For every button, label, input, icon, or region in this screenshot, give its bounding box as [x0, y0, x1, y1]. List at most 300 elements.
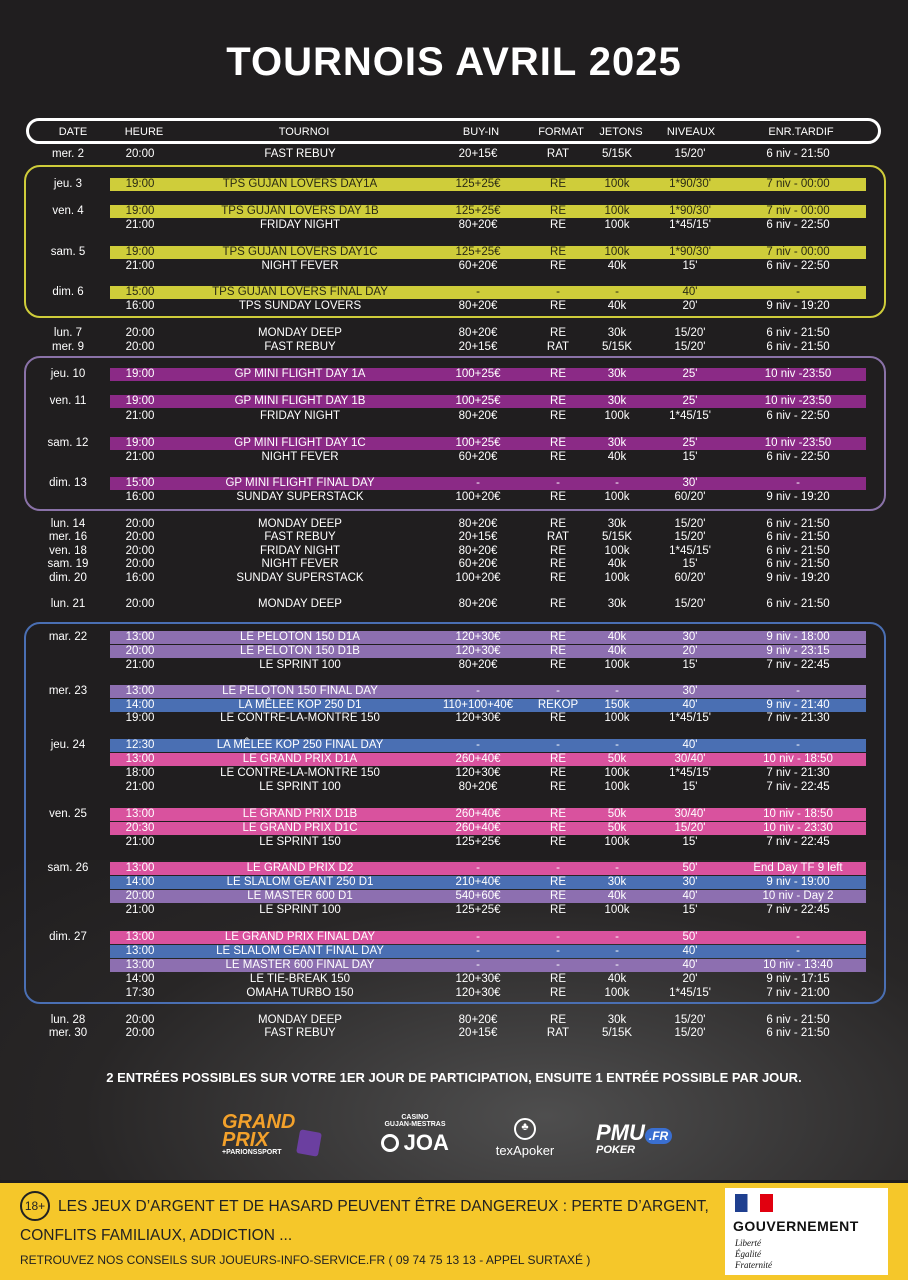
cell-heure: 21:00: [125, 451, 155, 463]
cell-tournoi: LE PELOTON 150 D1B: [240, 645, 360, 657]
cell-niveaux: 30': [682, 477, 698, 489]
cell-jetons: 5/15K: [601, 341, 633, 353]
header-tournoi: TOURNOI: [278, 126, 330, 138]
cell-buy-in: 80+20€: [458, 518, 498, 530]
cell-jetons: 100k: [604, 659, 630, 671]
cell-heure: 21:00: [125, 781, 155, 793]
cell-buy-in: -: [476, 862, 480, 874]
cell-jetons: -: [615, 685, 619, 697]
cell-date: jeu. 3: [53, 178, 83, 190]
cell-heure: 21:00: [125, 219, 155, 231]
cell-enr-tardif: 6 niv - 22:50: [766, 410, 830, 422]
cell-format: RE: [550, 260, 566, 272]
cell-enr-tardif: 10 niv - 23:30: [763, 822, 833, 834]
table-row: [0, 300, 908, 313]
cell-buy-in: 80+20€: [458, 1014, 498, 1026]
cell-format: RE: [550, 246, 566, 258]
cell-jetons: 100k: [604, 246, 630, 258]
cell-heure: 17:30: [125, 987, 155, 999]
table-row: [0, 645, 908, 658]
cell-enr-tardif: -: [796, 931, 800, 943]
cell-format: RE: [550, 178, 566, 190]
table-row: [0, 368, 908, 381]
cell-heure: 13:00: [125, 862, 155, 874]
cell-buy-in: 100+20€: [455, 572, 501, 584]
cell-niveaux: 15/20': [674, 598, 706, 610]
cell-jetons: 5/15K: [601, 531, 633, 543]
cell-date: ven. 11: [49, 395, 87, 407]
cell-niveaux: 25': [682, 368, 698, 380]
cell-format: RE: [550, 368, 566, 380]
cell-heure: 12:30: [125, 739, 155, 751]
cell-niveaux: 50': [682, 931, 698, 943]
chip-icon: [381, 1134, 399, 1152]
cell-jetons: 40k: [607, 558, 627, 570]
cell-niveaux: 1*45/15': [669, 410, 711, 422]
cell-niveaux: 15/20': [674, 327, 706, 339]
header-jetons: JETONS: [599, 126, 643, 138]
cell-niveaux: 20': [682, 645, 698, 657]
grand-prix-logo: GRAND PRIX +PARIONSSPORT: [222, 1113, 332, 1165]
cell-date: sam. 19: [47, 558, 89, 570]
marianne-flag-icon: [735, 1194, 773, 1212]
cell-tournoi: LE GRAND PRIX D1A: [242, 753, 358, 765]
table-row: [0, 659, 908, 672]
cell-date: sam. 5: [50, 246, 86, 258]
cell-jetons: 40k: [607, 890, 627, 902]
cell-jetons: 40k: [607, 631, 627, 643]
cell-niveaux: 20': [682, 973, 698, 985]
cell-niveaux: 1*45/15': [669, 712, 711, 724]
cell-enr-tardif: 9 niv - 19:20: [766, 491, 830, 503]
cell-enr-tardif: -: [796, 477, 800, 489]
cell-jetons: 100k: [604, 904, 630, 916]
cell-heure: 19:00: [125, 437, 155, 449]
cell-enr-tardif: 6 niv - 22:50: [766, 219, 830, 231]
cell-format: -: [556, 862, 560, 874]
cell-tournoi: LA MÊLEE KOP 250 D1: [238, 699, 362, 711]
cell-niveaux: 30': [682, 876, 698, 888]
cell-enr-tardif: 9 niv - 18:00: [766, 631, 830, 643]
cell-buy-in: 100+25€: [455, 368, 501, 380]
cell-buy-in: 80+20€: [458, 545, 498, 557]
cell-buy-in: -: [476, 931, 480, 943]
cell-niveaux: 1*45/15': [669, 987, 711, 999]
cell-jetons: 30k: [607, 437, 627, 449]
cell-jetons: -: [615, 862, 619, 874]
cell-niveaux: 60/20': [674, 491, 706, 503]
cell-format: RE: [550, 598, 566, 610]
cell-enr-tardif: 6 niv - 21:50: [766, 518, 830, 530]
cell-heure: 20:00: [125, 1027, 155, 1039]
cell-heure: 19:00: [125, 368, 155, 380]
cell-buy-in: 80+20€: [458, 659, 498, 671]
cell-niveaux: 15/20': [674, 518, 706, 530]
cell-enr-tardif: 7 niv - 00:00: [766, 246, 830, 258]
cell-format: RE: [550, 808, 566, 820]
cell-format: RAT: [546, 148, 570, 160]
cell-buy-in: 210+40€: [455, 876, 501, 888]
cell-buy-in: 260+40€: [455, 822, 501, 834]
cell-format: RE: [550, 219, 566, 231]
cell-format: RE: [550, 491, 566, 503]
cell-enr-tardif: 7 niv - 21:30: [766, 767, 830, 779]
cell-niveaux: 40': [682, 945, 698, 957]
cell-buy-in: 120+30€: [455, 712, 501, 724]
table-row: [0, 598, 908, 611]
cell-enr-tardif: 10 niv -23:50: [764, 395, 832, 407]
table-row: [0, 959, 908, 972]
cell-tournoi: TPS GUJAN LOVERS DAY1A: [222, 178, 378, 190]
table-row: [0, 712, 908, 725]
cell-enr-tardif: 9 niv - 21:40: [766, 699, 830, 711]
table-row: [0, 973, 908, 986]
cell-heure: 20:30: [125, 822, 155, 834]
cell-tournoi: NIGHT FEVER: [261, 260, 339, 272]
cell-niveaux: 15/20': [674, 1027, 706, 1039]
cell-heure: 14:00: [125, 699, 155, 711]
cell-format: -: [556, 931, 560, 943]
cell-heure: 19:00: [125, 712, 155, 724]
cell-heure: 16:00: [125, 491, 155, 503]
cell-enr-tardif: -: [796, 685, 800, 697]
cell-tournoi: LE MASTER 600 D1: [247, 890, 353, 902]
cell-buy-in: -: [476, 739, 480, 751]
cell-tournoi: LE GRAND PRIX D1C: [242, 822, 358, 834]
cell-niveaux: 15/20': [674, 822, 706, 834]
cell-date: mer. 23: [48, 685, 88, 697]
cell-jetons: 100k: [604, 836, 630, 848]
cell-buy-in: 60+20€: [458, 451, 498, 463]
cell-heure: 20:00: [125, 890, 155, 902]
table-row: [0, 685, 908, 698]
cell-enr-tardif: 9 niv - 17:15: [766, 973, 830, 985]
table-row: [0, 767, 908, 780]
cell-jetons: -: [615, 959, 619, 971]
cell-date: mer. 30: [48, 1027, 88, 1039]
cell-tournoi: NIGHT FEVER: [261, 451, 339, 463]
cell-heure: 14:00: [125, 876, 155, 888]
cell-buy-in: 260+40€: [455, 753, 501, 765]
gouvernement-logo: GOUVERNEMENT Liberté Égalité Fraternité: [725, 1188, 888, 1275]
cell-enr-tardif: End Day TF 9 left: [753, 862, 843, 874]
cell-niveaux: 1*45/15': [669, 219, 711, 231]
cell-niveaux: 25': [682, 437, 698, 449]
cell-jetons: 30k: [607, 518, 627, 530]
cell-buy-in: 260+40€: [455, 808, 501, 820]
cell-jetons: -: [615, 739, 619, 751]
header-buyin: BUY-IN: [462, 126, 500, 138]
cell-buy-in: 20+15€: [458, 148, 498, 160]
cell-heure: 19:00: [125, 246, 155, 258]
cell-tournoi: LE SPRINT 100: [259, 781, 341, 793]
cell-heure: 20:00: [125, 531, 155, 543]
cell-enr-tardif: 7 niv - 22:45: [766, 659, 830, 671]
cell-enr-tardif: 7 niv - 22:45: [766, 836, 830, 848]
row-highlight-bar: [110, 931, 866, 944]
cell-format: RE: [550, 437, 566, 449]
cell-heure: 13:00: [125, 931, 155, 943]
header-date: DATE: [58, 126, 88, 138]
cell-jetons: -: [615, 477, 619, 489]
cell-tournoi: TPS GUJAN LOVERS FINAL DAY: [212, 286, 388, 298]
cell-tournoi: LE PELOTON 150 FINAL DAY: [222, 685, 378, 697]
table-row: [0, 178, 908, 191]
table-row: [0, 410, 908, 423]
cell-buy-in: 20+15€: [458, 531, 498, 543]
cell-buy-in: 80+20€: [458, 781, 498, 793]
cell-buy-in: 60+20€: [458, 558, 498, 570]
cell-buy-in: -: [476, 477, 480, 489]
cell-buy-in: -: [476, 959, 480, 971]
cell-enr-tardif: 7 niv - 00:00: [766, 205, 830, 217]
cell-jetons: 100k: [604, 572, 630, 584]
cell-heure: 19:00: [125, 178, 155, 190]
cell-buy-in: 120+30€: [455, 645, 501, 657]
cell-enr-tardif: 10 niv - 18:50: [763, 753, 833, 765]
cell-buy-in: 60+20€: [458, 260, 498, 272]
cell-enr-tardif: 6 niv - 21:50: [766, 341, 830, 353]
cell-enr-tardif: 6 niv - 21:50: [766, 148, 830, 160]
cell-jetons: 30k: [607, 598, 627, 610]
cell-format: RE: [550, 781, 566, 793]
cell-heure: 13:00: [125, 945, 155, 957]
cell-date: lun. 14: [50, 518, 86, 530]
cell-tournoi: GP MINI FLIGHT FINAL DAY: [225, 477, 375, 489]
cell-jetons: 100k: [604, 545, 630, 557]
cell-heure: 21:00: [125, 836, 155, 848]
cell-tournoi: MONDAY DEEP: [258, 518, 342, 530]
cell-niveaux: 15/20': [674, 341, 706, 353]
cell-jetons: 5/15K: [601, 1027, 633, 1039]
texapoker-logo: ♣ texApoker: [485, 1118, 565, 1168]
cell-tournoi: LE GRAND PRIX FINAL DAY: [224, 931, 376, 943]
table-row: [0, 631, 908, 644]
cell-heure: 20:00: [125, 148, 155, 160]
cell-heure: 13:00: [125, 685, 155, 697]
cell-buy-in: 100+20€: [455, 491, 501, 503]
age-badge: 18+: [20, 1191, 50, 1221]
cell-niveaux: 1*90/30': [669, 205, 711, 217]
cell-format: RAT: [546, 1027, 570, 1039]
entry-notice: 2 ENTRÉES POSSIBLES SUR VOTRE 1ER JOUR DE PARTICIPATION, ENSUITE 1 ENTRÉE POSSIBLE PAR JOUR.: [106, 1070, 802, 1085]
cell-tournoi: FRIDAY NIGHT: [259, 219, 341, 231]
cell-tournoi: OMAHA TURBO 150: [246, 987, 354, 999]
cell-jetons: -: [615, 945, 619, 957]
cell-buy-in: -: [476, 286, 480, 298]
table-row: [0, 1014, 908, 1027]
cell-jetons: 100k: [604, 712, 630, 724]
cell-buy-in: 80+20€: [458, 219, 498, 231]
cell-heure: 21:00: [125, 260, 155, 272]
cell-jetons: 30k: [607, 395, 627, 407]
cell-buy-in: 125+25€: [455, 178, 501, 190]
cell-format: RE: [550, 904, 566, 916]
cell-niveaux: 40': [682, 739, 698, 751]
cell-heure: 19:00: [125, 205, 155, 217]
cell-jetons: 30k: [607, 876, 627, 888]
cell-tournoi: MONDAY DEEP: [258, 598, 342, 610]
header-format: FORMAT: [538, 126, 584, 138]
cell-date: mer. 9: [52, 341, 84, 353]
cell-format: -: [556, 685, 560, 697]
cell-jetons: -: [615, 931, 619, 943]
cell-date: dim. 13: [49, 477, 87, 489]
cell-niveaux: 1*45/15': [669, 767, 711, 779]
cell-tournoi: GP MINI FLIGHT DAY 1C: [234, 437, 366, 449]
cell-buy-in: 110+100+40€: [442, 699, 514, 711]
cell-date: lun. 7: [53, 327, 83, 339]
cell-enr-tardif: 7 niv - 21:00: [766, 987, 830, 999]
cell-tournoi: LE SLALOM GEANT 250 D1: [226, 876, 374, 888]
table-row: [0, 341, 908, 354]
club-icon: ♣: [514, 1118, 536, 1140]
cell-niveaux: 15/20': [674, 531, 706, 543]
cell-format: -: [556, 739, 560, 751]
table-row: [0, 987, 908, 1000]
cell-format: RE: [550, 836, 566, 848]
cell-enr-tardif: 6 niv - 21:50: [766, 531, 830, 543]
cell-tournoi: LE SPRINT 100: [259, 659, 341, 671]
cell-tournoi: FAST REBUY: [264, 531, 336, 543]
cell-niveaux: 15/20': [674, 1014, 706, 1026]
cell-date: dim. 27: [49, 931, 87, 943]
cell-niveaux: 30': [682, 631, 698, 643]
cell-niveaux: 1*45/15': [669, 545, 711, 557]
table-row: [0, 148, 908, 161]
cell-enr-tardif: 6 niv - 21:50: [766, 1014, 830, 1026]
cell-enr-tardif: 7 niv - 22:45: [766, 904, 830, 916]
cell-date: mar. 22: [48, 631, 88, 643]
cell-niveaux: 30/40': [674, 753, 706, 765]
header-niveaux: NIVEAUX: [666, 126, 716, 138]
cell-heure: 20:00: [125, 598, 155, 610]
cell-enr-tardif: 10 niv -23:50: [764, 437, 832, 449]
row-highlight-bar: [110, 477, 866, 490]
cell-enr-tardif: 6 niv - 22:50: [766, 260, 830, 272]
table-row: [0, 437, 908, 450]
cell-niveaux: 15': [682, 781, 698, 793]
table-row: [0, 781, 908, 794]
cell-tournoi: GP MINI FLIGHT DAY 1B: [234, 395, 366, 407]
cell-date: dim. 6: [52, 286, 84, 298]
cell-buy-in: 125+25€: [455, 246, 501, 258]
cell-jetons: 100k: [604, 767, 630, 779]
cell-niveaux: 40': [682, 286, 698, 298]
cell-buy-in: 120+30€: [455, 767, 501, 779]
cell-format: -: [556, 477, 560, 489]
cell-jetons: 40k: [607, 451, 627, 463]
cell-enr-tardif: -: [796, 739, 800, 751]
cell-niveaux: 40': [682, 699, 698, 711]
cell-buy-in: -: [476, 945, 480, 957]
cell-tournoi: LE CONTRE-LA-MONTRE 150: [220, 767, 380, 779]
table-row: [0, 931, 908, 944]
header-heure: HEURE: [124, 126, 164, 138]
table-row: [0, 219, 908, 232]
pmu-poker-logo: PMU .FR POKER: [596, 1120, 706, 1165]
cell-tournoi: MONDAY DEEP: [258, 327, 342, 339]
table-row: [0, 753, 908, 766]
table-row: [0, 739, 908, 752]
cell-heure: 16:00: [125, 300, 155, 312]
cell-format: RE: [550, 545, 566, 557]
cell-buy-in: 80+20€: [458, 327, 498, 339]
table-row: [0, 904, 908, 917]
cell-heure: 13:00: [125, 959, 155, 971]
cell-jetons: 40k: [607, 973, 627, 985]
cell-heure: 15:00: [125, 286, 155, 298]
cell-heure: 15:00: [125, 477, 155, 489]
cell-buy-in: 80+20€: [458, 300, 498, 312]
cell-format: RE: [550, 205, 566, 217]
cell-tournoi: LE MASTER 600 FINAL DAY: [225, 959, 375, 971]
cell-heure: 13:00: [125, 631, 155, 643]
cell-jetons: 100k: [604, 205, 630, 217]
cell-format: RE: [550, 1014, 566, 1026]
cell-buy-in: 80+20€: [458, 598, 498, 610]
table-row: [0, 862, 908, 875]
table-row: [0, 531, 908, 544]
cell-niveaux: 20': [682, 300, 698, 312]
cell-jetons: -: [615, 286, 619, 298]
cell-buy-in: 20+15€: [458, 341, 498, 353]
warning-line-1: LES JEUX D’ARGENT ET DE HASARD PEUVENT ÊTRE DANGEREUX : PERTE D’ARGENT,: [58, 1198, 709, 1215]
table-row: [0, 205, 908, 218]
cell-jetons: 40k: [607, 645, 627, 657]
cell-format: -: [556, 286, 560, 298]
cell-buy-in: 20+15€: [458, 1027, 498, 1039]
table-row: [0, 491, 908, 504]
cell-enr-tardif: -: [796, 286, 800, 298]
cell-date: mer. 16: [48, 531, 88, 543]
cell-buy-in: 125+25€: [455, 904, 501, 916]
partner-logos: [0, 1110, 908, 1170]
cell-enr-tardif: 6 niv - 21:50: [766, 327, 830, 339]
cell-heure: 21:00: [125, 659, 155, 671]
cell-heure: 20:00: [125, 1014, 155, 1026]
cell-jetons: 30k: [607, 327, 627, 339]
cell-heure: 21:00: [125, 904, 155, 916]
table-row: [0, 890, 908, 903]
cell-heure: 20:00: [125, 518, 155, 530]
table-row: [0, 477, 908, 490]
cell-format: RE: [550, 631, 566, 643]
cell-tournoi: FRIDAY NIGHT: [259, 545, 341, 557]
cell-enr-tardif: 6 niv - 22:50: [766, 451, 830, 463]
cell-niveaux: 60/20': [674, 572, 706, 584]
cell-date: ven. 4: [52, 205, 84, 217]
table-row: [0, 260, 908, 273]
cell-tournoi: LE GRAND PRIX D2: [246, 862, 354, 874]
cell-format: RE: [550, 645, 566, 657]
cell-tournoi: LE CONTRE-LA-MONTRE 150: [220, 712, 380, 724]
cell-niveaux: 30': [682, 685, 698, 697]
cell-tournoi: FAST REBUY: [264, 341, 336, 353]
cell-buy-in: 125+25€: [455, 836, 501, 848]
table-row: [0, 808, 908, 821]
table-row: [0, 945, 908, 958]
table-row: [0, 451, 908, 464]
cell-tournoi: MONDAY DEEP: [258, 1014, 342, 1026]
page-title: TOURNOIS AVRIL 2025: [226, 40, 682, 84]
cell-format: RE: [550, 451, 566, 463]
cell-jetons: 50k: [607, 822, 627, 834]
cell-heure: 19:00: [125, 395, 155, 407]
cell-jetons: 30k: [607, 1014, 627, 1026]
cell-format: -: [556, 945, 560, 957]
cell-enr-tardif: 6 niv - 21:50: [766, 598, 830, 610]
